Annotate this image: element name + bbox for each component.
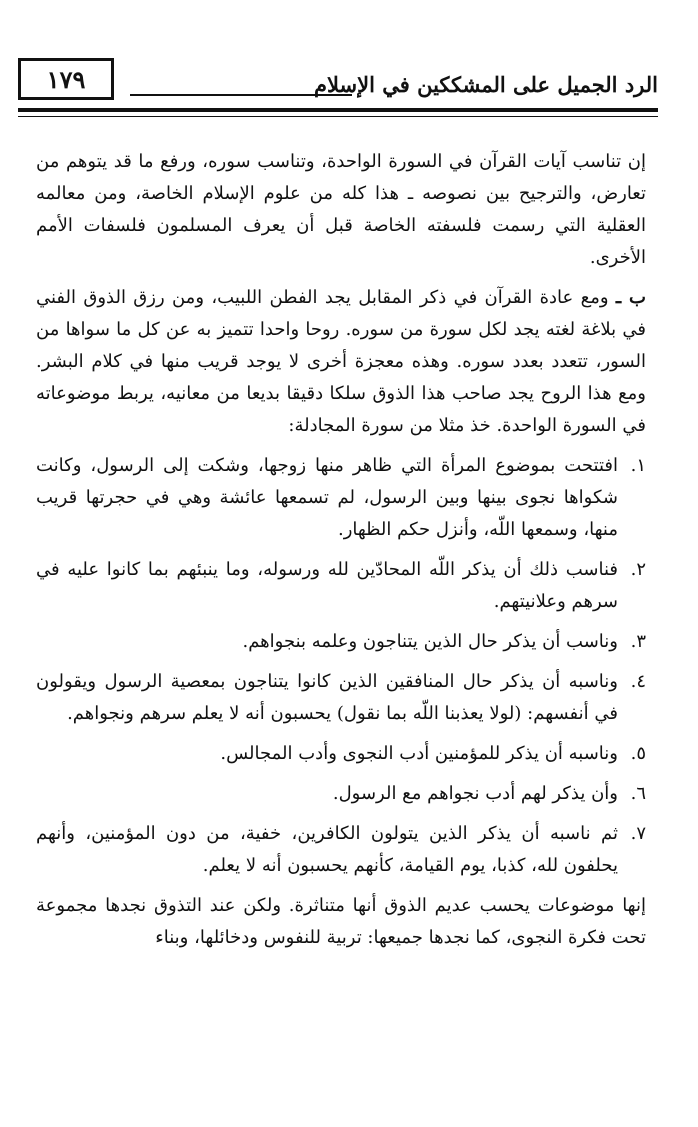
list-item-text: وناسبه أن يذكر حال المنافقين الذين كانوا يتناجون بمعصية الرسول ويقولون في أنفسهم: (لولا يعذبنا اللّه بما نقول) يحسبون أنه لا يعلم سرهم ونجواهم. (36, 671, 618, 724)
paragraph-2-text: ومع عادة القرآن في ذكر المقابل يجد الفطن اللبيب، ومن رزق الذوق الفني في بلاغة لغته يجد لكل سورة من سوره. روحا واحدا تتميز به عن كل ما سواها من السور، تتعدد بعدد سوره. وهذه معجزة أخرى لا يوجد قريب منها في كلام البشر. ومع هذا الروح يجد صاحب هذا الذوق سلكا دقيقا بديعا من معانيه، يربط موضوعاته في السورة الواحدة. خذ مثلا من سورة المجادلة: (36, 287, 646, 436)
page-number: ١٧٩ (46, 64, 86, 94)
list-item (36, 626, 646, 658)
list-item-number: ٤. (630, 671, 646, 692)
header-rule-thick (18, 108, 658, 112)
list-item-text: وناسبه أن يذكر للمؤمنين أدب النجوى وأدب المجالس. (220, 743, 618, 764)
list-item (36, 450, 646, 546)
list-item (36, 738, 646, 770)
section-label-b: ب ـ (615, 287, 646, 308)
paragraph-final: إنها موضوعات يحسب عديم الذوق أنها متناثرة. ولكن عند التذوق نجدها مجموعة تحت فكرة النجوى، كما نجدها جميعها: تربية للنفوس ودخائلها، وبناء (36, 895, 646, 948)
list-item-number: ٦. (630, 783, 646, 804)
list-item-text: افتتحت بموضوع المرأة التي ظاهر منها زوجها، وشكت إلى الرسول، وكانت شكواها نجوى بينها وبين الرسول، لم تسمعها عائشة وهي في حجرتها قريب منها، وسمعها اللّه، وأنزل حكم الظهار. (36, 455, 618, 540)
list-item-number: ٥. (630, 743, 646, 764)
list-item-number: ٣. (630, 631, 646, 652)
list-item (36, 554, 646, 618)
list-item-text: وناسب أن يذكر حال الذين يتناجون وعلمه بنجواهم. (242, 631, 618, 652)
page-header (18, 58, 658, 108)
list-item-number: ٧. (630, 823, 646, 844)
paragraph-2 (36, 282, 646, 442)
page-number-box (18, 58, 114, 100)
list-item-text: فناسب ذلك أن يذكر اللّه المحادّين لله ورسوله، وما ينبئهم بما كانوا عليه في سرهم وعلانيتهم. (36, 559, 618, 612)
running-title: الرد الجميل على المشككين في الإسلام (314, 72, 658, 97)
list-item-number: ٢. (630, 559, 646, 580)
list-item-number: ١. (630, 455, 646, 476)
list-item (36, 778, 646, 810)
header-dash-line (130, 94, 352, 96)
list-item (36, 818, 646, 882)
list-item-text: وأن يذكر لهم أدب نجواهم مع الرسول. (332, 783, 618, 804)
list-item-text: ثم ناسبه أن يذكر الذين يتولون الكافرين، خفية، من دون المؤمنين، وأنهم يحلفون لله، كذبا، يوم القيامة، كأنهم يحسبون أنه لا يعلم. (36, 823, 618, 876)
list-item (36, 666, 646, 730)
body-text (36, 146, 646, 962)
header-rule-thin (18, 116, 658, 117)
paragraph-1: إن تناسب آيات القرآن في السورة الواحدة، وتناسب سوره، ورفع ما قد يتوهم من تعارض، والترجيح بين نصوصه ـ هذا كله من علوم الإسلام الخاصة، ومن معالمه العقلية التي رسمت فلسفته الخاصة قبل أن يعرف المسلمون فلسفات الأمم الأخرى. (36, 151, 646, 268)
